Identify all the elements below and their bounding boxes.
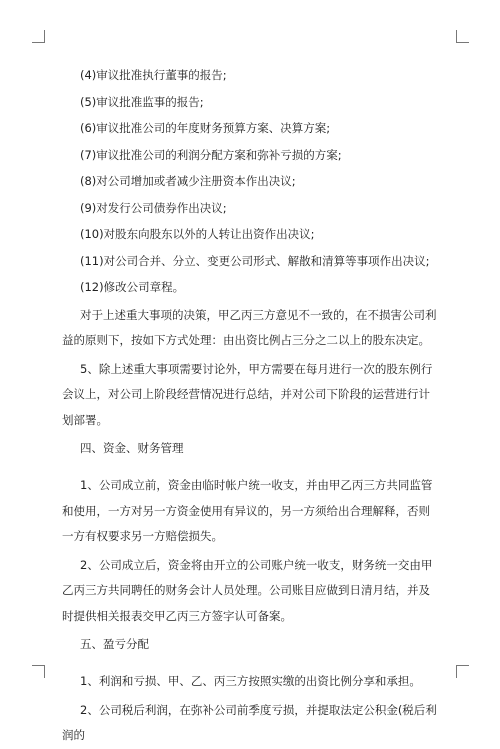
- paragraph-funds-after: 2、公司成立后，资金将由开立的公司账户统一收支，财务统一交由甲乙丙三方共同聘任的财务会计人员处理。公司账目应做到日清月结，并及时提供相关报表交甲乙丙三方签字认可备案。: [62, 557, 433, 623]
- crop-mark-bottom-right: [456, 665, 469, 678]
- document-body: [62, 68, 440, 749]
- list-item: (12)修改公司章程。: [80, 280, 185, 294]
- list-item: (9)对发行公司债券作出决议;: [80, 200, 227, 215]
- section-heading-profit: 五、盈亏分配: [80, 637, 149, 651]
- section-heading-finance: 四、资金、财务管理: [80, 441, 184, 455]
- paragraph-decision-rule: 对于上述重大事项的决策，甲乙丙三方意见不一致的，在不损害公司利益的原则下，按如下方式处理：由出资比例占三分之二以上的股东决定。: [62, 307, 437, 347]
- list-item: (7)审议批准公司的利润分配方案和弥补亏损的方案;: [80, 147, 342, 162]
- crop-mark-top-right: [456, 30, 469, 43]
- crop-mark-bottom-left: [32, 665, 45, 678]
- paragraph-monthly-meeting: 5、除上述重大事项需要讨论外，甲方需要在每月进行一次的股东例行会议上，对公司上阶段经营情况进行总结，并对公司下阶段的运营进行计划部署。: [62, 361, 433, 427]
- paragraph-profit-share: 1、利润和亏损、甲、乙、丙三方按照实缴的出资比例分享和承担。: [80, 674, 421, 688]
- list-item: (6)审议批准公司的年度财务预算方案、决算方案;: [80, 121, 331, 135]
- list-item: (10)对股东向股东以外的人转让出资作出决议;: [80, 227, 315, 241]
- paragraph-funds-before: 1、公司成立前，资金由临时帐户统一收支，并由甲乙丙三方共同监管和使用，一方对另一方资金使用有异议的，另一方须给出合理解释，否则一方有权要求另一方赔偿损失。: [62, 478, 433, 543]
- list-item: (5)审议批准监事的报告;: [80, 94, 204, 109]
- list-item: (11)对公司合并、分立、变更公司形式、解散和清算等事项作出决议;: [80, 253, 430, 268]
- list-item: (8)对公司增加或者减少注册资本作出决议;: [80, 174, 296, 188]
- crop-mark-top-left: [32, 30, 45, 43]
- paragraph-after-tax: 2、公司税后利润，在弥补公司前季度亏损，并提取法定公积金(税后利润的: [62, 702, 437, 742]
- list-item: (4)审议批准执行董事的报告;: [80, 68, 227, 82]
